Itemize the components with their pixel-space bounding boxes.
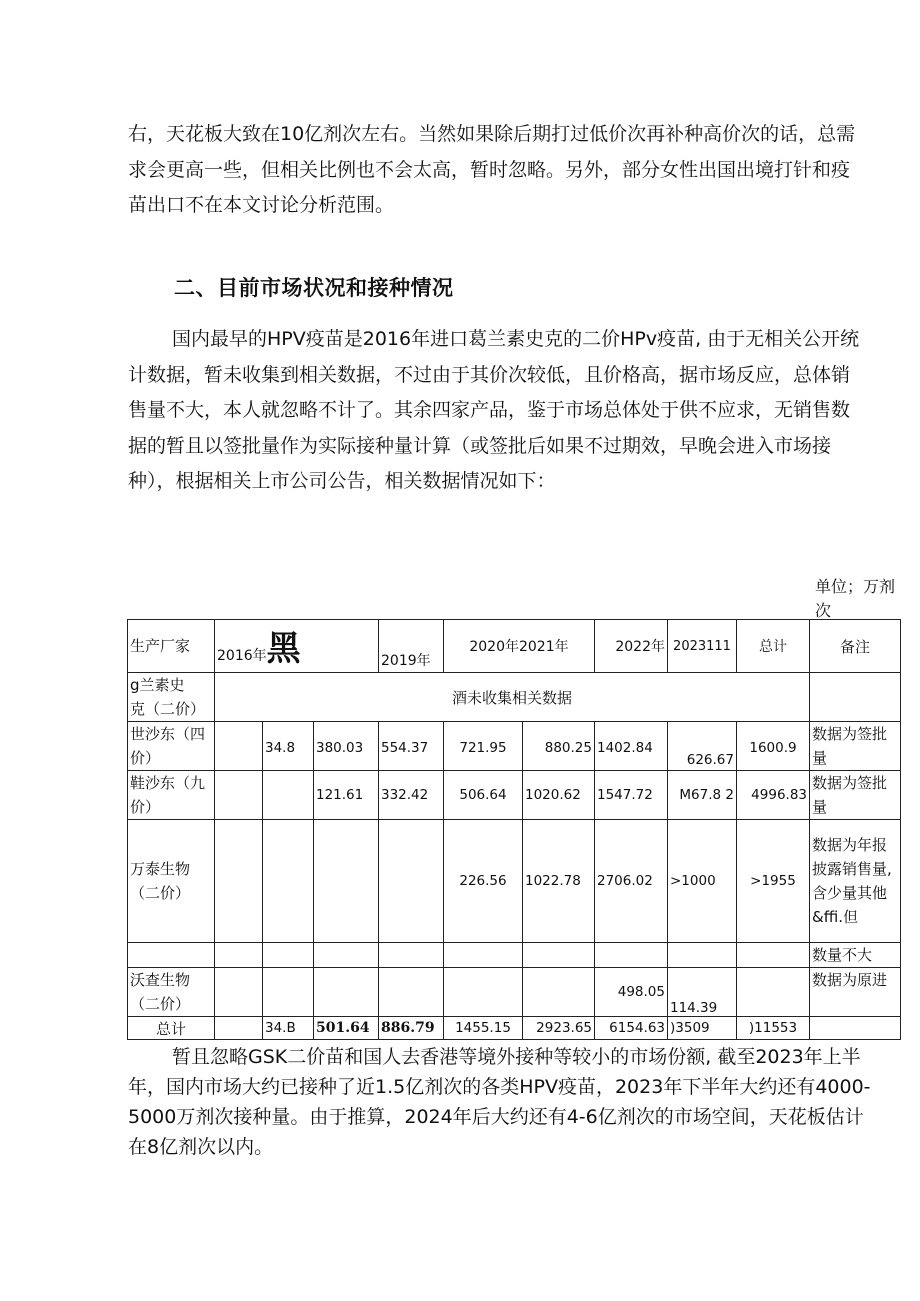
empty-cell	[595, 943, 668, 968]
empty-cell	[810, 1017, 901, 1040]
header-2016-2018	[215, 620, 379, 673]
cell-2020: 506.64	[444, 771, 523, 820]
table-row-msd-4	[128, 722, 901, 771]
cell-2016	[215, 722, 263, 771]
empty-cell	[523, 943, 595, 968]
row-name	[128, 771, 215, 820]
header-2016: 2016年	[217, 648, 267, 664]
cell-2022: 1547.72	[595, 771, 668, 820]
header-2019: 2019年	[379, 620, 444, 673]
note-line: 披露销售量,	[812, 860, 892, 878]
row-name	[128, 673, 215, 722]
cell-2023: 114.39	[668, 968, 737, 1017]
empty-cell	[523, 968, 595, 1017]
name-line: 万泰生物	[130, 860, 191, 878]
cell-total: >1955	[737, 820, 810, 943]
cell-2019: 332.42	[379, 771, 444, 820]
name-line: 价）	[130, 798, 161, 816]
cell-2019: 554.37	[379, 722, 444, 771]
total-2021: 2923.65	[523, 1017, 595, 1040]
text-line: 计数据，暂未收集到相关数据，不过由于其价次较低，且价格高，据市场反应，总体销	[128, 363, 851, 386]
name-line: 世沙东（四	[130, 725, 206, 743]
cell-2023: >1000	[668, 820, 737, 943]
unit-label-cont: 次	[815, 601, 832, 620]
table-row-msd-9	[128, 771, 901, 820]
paragraph-3	[128, 1042, 898, 1162]
table-row-wotai	[128, 968, 901, 1017]
header-2023: 2023111	[668, 620, 737, 673]
empty-cell	[215, 968, 263, 1017]
cell-2020: 721.95	[444, 722, 523, 771]
table-row-spacer	[128, 943, 901, 968]
header-2022: 2022年	[595, 620, 668, 673]
cell-2018: 121.61	[314, 771, 379, 820]
text-line: 售量不大，本人就忽略不计了。其余四家产品，鉴于市场总体处于供不应求，无销售数	[128, 399, 851, 421]
table-row-gsk	[128, 673, 901, 722]
row-name	[128, 820, 215, 943]
cell-total: 1600.9	[737, 722, 810, 771]
note-cell	[810, 820, 901, 943]
note-line: &ffi.但	[812, 908, 858, 926]
name-line: 鞋沙东（九	[130, 774, 206, 792]
header-note: 备注	[810, 620, 901, 673]
paragraph-1	[128, 117, 898, 224]
total-label: 总计	[128, 1017, 215, 1040]
cell-2022: 498.05	[595, 968, 668, 1017]
empty-cell	[737, 943, 810, 968]
table-row-total	[128, 1017, 901, 1040]
total-total: )11553	[737, 1017, 810, 1040]
text-line: 种），根据相关上市公司公告，相关数据情况如下：	[128, 470, 556, 492]
text-line: 国内最早的HPV疫苗是2016年进口葛兰素史克的二价HPv疫苗, 由于无相关公开统	[172, 328, 860, 350]
empty-cell	[128, 943, 215, 968]
cell-2021: 880.25	[523, 722, 595, 771]
table-row-wantai	[128, 820, 901, 943]
cell-2022: 2706.02	[595, 820, 668, 943]
note-line: 含少量其他	[812, 884, 888, 902]
cell-2021: 1020.62	[523, 771, 595, 820]
section-heading: 二、目前市场状况和接种情况	[174, 276, 454, 300]
total-2017: 34.B	[263, 1017, 314, 1040]
name-line: 克（二价）	[130, 700, 206, 718]
header-glyph: 黑	[266, 629, 301, 669]
cell-2017: 34.8	[263, 722, 314, 771]
empty-cell	[215, 1017, 263, 1040]
note-line: 数据为签批	[812, 774, 888, 792]
note-line: 数据为签批	[812, 725, 888, 743]
cell-2016	[215, 820, 263, 943]
cell-2022: 1402.84	[595, 722, 668, 771]
empty-cell	[314, 968, 379, 1017]
paragraph-2	[128, 322, 898, 500]
table-header-row	[128, 620, 901, 673]
name-line: （二价）	[130, 995, 191, 1013]
note-line: 量	[812, 749, 828, 767]
total-2020: 1455.15	[444, 1017, 523, 1040]
cell-2023: M67.8 2	[668, 771, 737, 820]
vaccine-data-table	[127, 619, 901, 1040]
empty-cell	[444, 943, 523, 968]
unit-label: 单位；万剂	[815, 577, 896, 596]
header-total: 总计	[737, 620, 810, 673]
text-line: 右，天花板大致在10亿剂次左右。当然如果除后期打过低价次再补种高价次的话，总需	[128, 123, 856, 145]
empty-cell	[737, 968, 810, 1017]
note-cell	[810, 771, 901, 820]
empty-cell	[379, 968, 444, 1017]
header-2020-2021: 2020年2021年	[444, 620, 595, 673]
cell-2018: 380.03	[314, 722, 379, 771]
text-line: 据的暂且以签批量作为实际接种量计算（或签批后如果不过期效，早晚会进入市场接	[128, 434, 832, 457]
gsk-merged-note: 酒未收集相关数据	[215, 673, 810, 722]
empty-cell	[379, 943, 444, 968]
cell-total: 4996.83	[737, 771, 810, 820]
text-line: 求会更高一些，但相关比例也不会太高，暂时忽略。另外，部分女性出国出境打针和疫	[128, 158, 851, 181]
note-cell	[810, 722, 901, 771]
note-cell: 数量不大	[810, 943, 901, 968]
cell-2020: 226.56	[444, 820, 523, 943]
header-manufacturer: 生产厂家	[128, 620, 215, 673]
name-line: g兰素史	[130, 676, 185, 694]
note-line: 数据为年报	[812, 836, 888, 854]
cell-2019	[379, 820, 444, 943]
cell-2018	[314, 820, 379, 943]
text-line: 苗出口不在本文讨论分析范围。	[128, 194, 395, 216]
cell-2016	[215, 771, 263, 820]
name-line: 价）	[130, 749, 161, 767]
total-2018: 501.64	[314, 1017, 379, 1040]
empty-cell	[263, 943, 314, 968]
name-line: （二价）	[130, 884, 191, 902]
note-cell	[810, 673, 901, 722]
name-line: 沃查生物	[130, 971, 191, 989]
row-name	[128, 722, 215, 771]
empty-cell	[263, 968, 314, 1017]
note-line: 量	[812, 798, 828, 816]
cell-2017	[263, 820, 314, 943]
total-2022: 6154.63	[595, 1017, 668, 1040]
empty-cell	[668, 943, 737, 968]
total-2023: )3509	[668, 1017, 737, 1040]
note-cell: 数据为原进	[810, 968, 901, 1017]
empty-cell	[215, 943, 263, 968]
cell-2023: 626.67	[668, 722, 737, 771]
row-name	[128, 968, 215, 1017]
text-line: 在8亿剂次以内。	[128, 1136, 274, 1158]
text-line: 5000万剂次接种量。由于推算，2024年后大约还有4-6亿剂次的市场空间，天花板估计	[128, 1106, 864, 1128]
empty-cell	[444, 968, 523, 1017]
total-2019: 886.79	[379, 1017, 444, 1040]
cell-2017	[263, 771, 314, 820]
empty-cell	[314, 943, 379, 968]
cell-2021: 1022.78	[523, 820, 595, 943]
text-line: 年，国内市场大约已接种了近1.5亿剂次的各类HPV疫苗，2023年下半年大约还有4000-	[128, 1076, 871, 1098]
text-line: 暂且忽略GSK二价苗和国人去香港等境外接种等较小的市场份额, 截至2023年上半	[172, 1046, 861, 1068]
